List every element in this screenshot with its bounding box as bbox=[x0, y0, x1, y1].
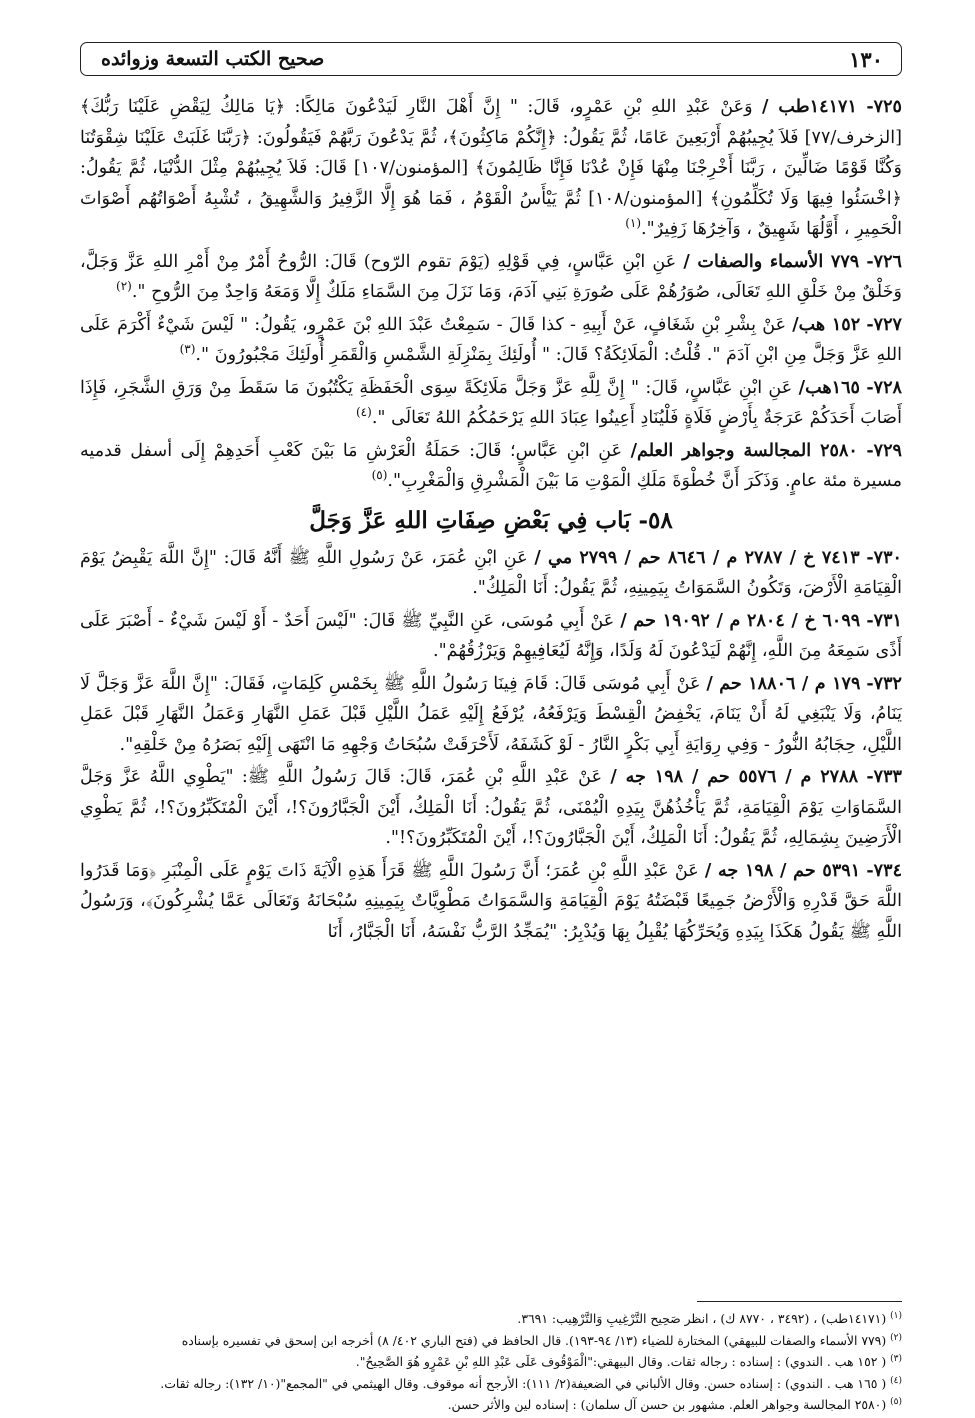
footnote-text: ( ١٥٢ هب . الندوي) : إسناده : رجاله ثقات. وقال البيهقي:"الْمَوْقُوف عَلَى عَبْدِ اللهِ بْنِ عَمْرٍو هُوَ الصَّحِيحُ". bbox=[355, 1354, 887, 1369]
hadith-text: عَنِ ابْنِ عَبَّاسٍ، فِي قَوْلِهِ (يَوْمَ تقوم الرّوح) قَالَ: الرُّوحُ أَمْرٌ مِنْ أَمْرِ اللهِ عَزَّ وَجَلَّ، وَخَلْقٌ مِنْ خَلْقِ اللهِ تَعَالَى، صُوَرُهُمْ عَلَى صُورَةِ بَنِي آدَمَ، وَمَا نَزَلَ مِنَ السَّمَاءِ مَلَكٌ إِلَّا وَمَعَهُ وَاحِدٌ مِنَ الرُّوحِ ". bbox=[80, 251, 902, 302]
hadith-refs: ٦٠٩٩ خ / ٢٨٠٤ م / ١٩٠٩٢ حم / bbox=[620, 609, 861, 631]
hadith-refs: ٥٣٩١ حم / ١٩٨ جه / bbox=[704, 859, 861, 881]
footnote-ref: (١) bbox=[625, 216, 642, 231]
hadith-732 bbox=[80, 669, 902, 761]
hadith-refs: ١٦٥هب/ bbox=[798, 376, 860, 398]
footnote-mark: (٣) bbox=[890, 1353, 902, 1364]
hadith-text: عَنْ أَبِي مُوسَى قَالَ: قَامَ فِينَا رَسُولُ اللَّهِ ﷺ بِخَمْسِ كَلِمَاتٍ، فَقَالَ: "إِنَّ اللَّهَ عَزَّ وَجَلَّ لَا يَنَامُ، وَلَا يَنْبَغِي لَهُ أَنْ يَنَامَ، يَخْفِضُ الْقِسْطَ وَيَرْفَعُهُ، يُرْفَعُ إِلَيْهِ عَمَلُ اللَّيْلِ قَبْلَ عَمَلِ النَّهَارِ وَعَمَلُ النَّهَارِ قَبْلَ عَمَلِ اللَّيْلِ، حِجَابُهُ النُّورُ - وَفِي رِوَايَةِ أَبِي بَكْرٍ النَّارُ - لَوْ كَشَفَهُ، لَأَحْرَقَتْ سُبُحَاتُ وَجْهِهِ مَا انْتَهَى إِلَيْهِ بَصَرُهُ مِنْ خَلْقِهِ". bbox=[80, 673, 902, 755]
footnote-text: (٧٧٩ الأسماء والصفات للبيهقي) المختارة للضياء (١٣/ ٩٤-١٩٣). قال الحافظ في (فتح الباري ٤٠٢/ ٨) أخرجه ابن إسحق في تفسيره بإسناده bbox=[181, 1332, 887, 1348]
hadith-text: عَنْ عَبْدِ اللَّهِ بْنِ عُمَرَ؛ أَنَّ رَسُولَ اللَّهِ ﷺ قَرَأَ هَذِهِ الْآيَةَ ذَاتَ يَوْمٍ عَلَى الْمِنْبَرِ ﴿وَمَا قَدَرُوا اللَّهَ حَقَّ قَدْرِهِ وَالْأَرْضُ جَمِيعًا قَبْضَتُهُ يَوْمَ الْقِيَامَةِ وَالسَّمَوَاتُ مَطْوِيَّاتٌ بِيَمِينِهِ سُبْحَانَهُ وَتَعَالَى عَمَّا يُشْرِكُونَ﴾، وَرَسُولُ اللَّهِ ﷺ يَقُولُ هَكَذَا بِيَدِهِ وَيُحَرِّكُهَا يُقْبِلُ بِهَا وَيُدْبِرُ: "يُمَجِّدُ الرَّبُّ نَفْسَهُ، أَنَا الْجَبَّارُ، أَنَا bbox=[80, 860, 902, 942]
footnote-text: (١٤١٧١طب) ، (٣٤٩٢ ، ٨٧٧٠ ك) ، انظر صَحِيح التَّرْغِيبِ وَالتَّرْهِيب: ٣٦٩١. bbox=[517, 1311, 887, 1326]
hadith-number: ٧٢٧- bbox=[866, 313, 903, 335]
hadith-refs: ١٤١٧١طب / bbox=[762, 96, 857, 117]
footnote-4 bbox=[80, 1373, 902, 1395]
footnote-2 bbox=[80, 1330, 902, 1352]
footnote-ref: (٣) bbox=[179, 342, 196, 357]
hadith-number: ٧٣٤- bbox=[866, 859, 903, 881]
chapter-title: ٥٨- بَاب فِي بَعْضِ صِفَاتِ اللهِ عَزَّ وَجَلَّ bbox=[309, 506, 673, 534]
footnote-5 bbox=[80, 1394, 902, 1416]
hadith-text: عَنْ أَبِي مُوسَى، عَنِ النَّبِيِّ ﷺ قَالَ: "لَيْسَ أَحَدٌ - أَوْ لَيْسَ شَيْءٌ - أَصْبَرَ عَلَى أَذًى سَمِعَهُ مِنَ اللَّهِ، إِنَّهُمْ لَيَدْعُونَ لَهُ وَلَدًا، وَإِنَّهُ لَيُعَافِيهِمْ وَيَرْزُقُهُمْ". bbox=[80, 610, 902, 661]
hadith-730 bbox=[80, 543, 902, 604]
footnote-text: (٢٥٨٠ المجالسة وجواهر العلم. مشهور بن حسن آل سلمان) : إسناده لين والأثر حسن. bbox=[447, 1397, 887, 1412]
page-header bbox=[80, 42, 902, 76]
hadith-number: ٧٢٥- bbox=[866, 96, 902, 117]
hadith-text: عَنِ ابْنِ عَبَّاسٍ، قَالَ: " إِنَّ لِلَّهِ عَزَّ وَجَلَّ مَلَائِكَةً سِوَى الْحَفَظَةِ يَكْتُبُونَ مَا سَقَطَ مِنْ وَرَقِ الشَّجَرِ، فَإِذَا أَصَابَ أَحَدَكُمْ عَرَجَةٌ بِأَرْضٍ فَلَاةٍ فَلْيُنَادِ أَعِينُوا عِبَادَ اللهِ يَرْحَمُكُمُ اللهُ تَعَالَى ". bbox=[80, 377, 902, 428]
hadith-726 bbox=[80, 247, 902, 308]
hadith-727 bbox=[80, 310, 902, 371]
hadith-734 bbox=[80, 856, 902, 948]
hadith-number: ٧٣٣- bbox=[866, 766, 902, 787]
footnote-mark: (٥) bbox=[890, 1396, 902, 1407]
footnote-ref: (٤) bbox=[355, 405, 372, 420]
footnotes bbox=[80, 1308, 902, 1416]
hadith-number: ٧٣٠- bbox=[866, 546, 903, 568]
hadith-number: ٧٣٢- bbox=[866, 672, 903, 694]
footnote-divider bbox=[697, 1301, 902, 1302]
footnote-1 bbox=[80, 1308, 902, 1330]
hadith-text: عَنِ ابْنِ عُمَرَ، عَنْ رَسُولِ اللَّهِ ﷺ أَنَّهُ قَالَ: "إِنَّ اللَّهَ يَقْبِضُ يَوْمَ الْقِيَامَةِ الْأَرْضَ، وَتَكُونُ السَّمَوَاتُ بِيَمِينِهِ، ثُمَّ يَقُولُ: أَنَا الْمَلِكُ". bbox=[80, 547, 902, 598]
hadith-refs: ٢٥٨٠ المجالسة وجواهر العلم/ bbox=[630, 439, 858, 461]
footnote-3 bbox=[80, 1351, 902, 1373]
hadith-number: ٧٣١- bbox=[866, 609, 902, 631]
hadith-733 bbox=[80, 762, 902, 854]
footnote-ref: (٢) bbox=[116, 279, 132, 294]
hadith-text: عَنْ بِشْرِ بْنِ شَغَافٍ، عَنْ أَبِيهِ - كذا قَالَ - سَمِعْتُ عَبْدَ اللهِ بْنَ عَمْرٍو، يَقُولُ: " لَيْسَ شَيْءٌ أَكْرَمَ عَلَى اللهِ عَزَّ وَجَلَّ مِنِ ابْنِ آدَمَ ". قُلْتُ: الْمَلَائِكَةُ؟ قَالَ: " أُولَئِكَ بِمَنْزِلَةِ الشَّمْسِ وَالْقَمَرِ أُولَئِكَ مَجْبُورُونَ ". bbox=[80, 314, 902, 365]
book-title: صحيح الكتب التسعة وزوائده bbox=[101, 48, 325, 70]
hadith-text: وَعَنْ عَبْدِ اللهِ بْنِ عَمْرٍو، قَالَ: " إِنَّ أَهْلَ النَّارِ لَيَدْعُونَ مَالِكًا: ﴿يَا مَالِكُ لِيَقْضِ عَلَيْنَا رَبُّكَ﴾ [الزخرف/٧٧] فَلاَ يُجِيبُهُمْ أَرْبَعِينَ عَامًا، ثُمَّ يَقُولُ: ﴿إِنَّكُمْ مَاكِثُونَ﴾، ثُمَّ يَدْعُونَ رَبَّهُمْ فَيَقُولُونَ: ﴿رَبَّنَا غَلَبَتْ عَلَيْنَا شِقْوَتُنَا وَكُنَّا قَوْمًا ضَالِّينَ ، رَبَّنَا أَخْرِجْنَا مِنْهَا فَإِنْ عُدْنَا فَإِنَّا ظَالِمُونَ﴾ [المؤمنون/١٠٧] قَالَ: فَلاَ يُجِيبُهُمْ مِثْلَ الدُّنْيَا، ثُمَّ يَقُولُ: ﴿اخْسَئُوا فِيهَا وَلَا تُكَلِّمُونِ﴾ [المؤمنون/١٠٨] ثُمَّ يَيْأَسُ الْقَوْمُ ، فَمَا هُوَ إِلَّا الزَّفِيرُ وَالشَّهِيقُ ، تُشْبِهُ أَصْوَاتُهُم أَصْوَاتَ الْحَمِيرِ ، أَوَّلُهَا شَهِيقٌ ، وَآخِرُهَا زَفِيرٌ". bbox=[80, 97, 902, 239]
footnote-text: ( ١٦٥ هب . الندوي) : إسناده حسن. وقال الألباني في الضعيفة(٢/ ١١١): الأرجح أنه موقوف. وقال الهيثمي في "المجمع"(١٠/ ١٣٢): رجاله ثقات. bbox=[160, 1375, 887, 1391]
page-number: ١٣٠ bbox=[849, 47, 883, 72]
hadith-number: ٧٢٩- bbox=[866, 439, 902, 461]
hadith-number: ٧٢٨- bbox=[866, 376, 903, 398]
footnote-mark: (٢) bbox=[890, 1332, 902, 1343]
hadith-refs: ١٥٢ هب/ bbox=[792, 313, 861, 335]
hadith-728 bbox=[80, 373, 902, 434]
hadith-refs: ٧٤١٣ خ / ٢٧٨٧ م / ٨٦٤٦ حم / ٢٧٩٩ مي / bbox=[534, 546, 860, 568]
hadith-729 bbox=[80, 436, 902, 497]
page-body bbox=[80, 92, 902, 949]
hadith-text: عَنْ عَبْدِ اللَّهِ بْنِ عُمَرَ، قَالَ: قَالَ رَسُولُ اللَّهِ ﷺ: "يَطْوِي اللَّهُ عَزَّ وَجَلَّ السَّمَاوَاتِ يَوْمَ الْقِيَامَةِ، ثُمَّ يَأْخُذُهُنَّ بِيَدِهِ الْيُمْنَى، ثُمَّ يَقُولُ: أَنَا الْمَلِكُ، أَيْنَ الْجَبَّارُونَ؟!، أَيْنَ الْمُتَكَبِّرُونَ؟!، ثُمَّ يَطْوِي الْأَرَضِينَ بِشِمَالِهِ، ثُمَّ يَقُولُ: أَنَا الْمَلِكُ، أَيْنَ الْجَبَّارُونَ؟!، أَيْنَ الْمُتَكَبِّرُونَ؟!". bbox=[80, 767, 902, 848]
hadith-number: ٧٢٦- bbox=[866, 250, 903, 272]
footnote-mark: (١) bbox=[890, 1310, 902, 1321]
hadith-731 bbox=[80, 606, 902, 667]
footnote-ref: (٥) bbox=[371, 468, 388, 483]
hadith-refs: ١٧٩ م / ١٨٨٠٦ حم / bbox=[706, 672, 861, 694]
hadith-text: عَنِ ابْنِ عَبَّاسٍ؛ قَالَ: حَمَلَةُ الْعَرْشِ مَا بَيْنَ كَعْبِ أَحَدِهِمْ إِلَى أسفل قدميه مسيرة مئة عامٍ. وَذَكَرَ أَنَّ خُطْوَةَ مَلَكِ الْمَوْتِ مَا بَيْنَ الْمَشْرِقِ وَالْمَغْرِبِ". bbox=[80, 440, 902, 491]
hadith-refs: ٢٧٨٨ م / ٥٥٧٦ حم / ١٩٨ جه / bbox=[610, 766, 859, 787]
footnote-mark: (٤) bbox=[890, 1375, 902, 1386]
hadith-725 bbox=[80, 92, 902, 245]
hadith-refs: ٧٧٩ الأسماء والصفات / bbox=[683, 250, 860, 272]
